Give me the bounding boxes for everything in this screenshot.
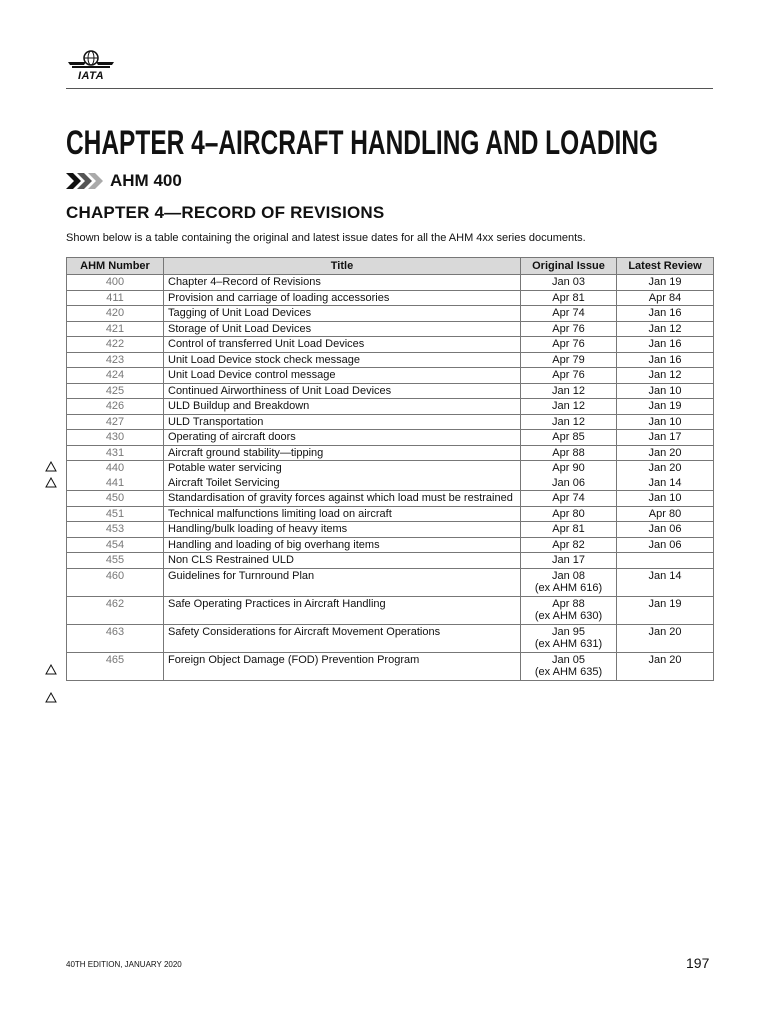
original-issue-note: (ex AHM 631): [534, 638, 603, 650]
chevron-arrows-icon: [66, 173, 104, 189]
ahm-number-cell: 420: [67, 306, 164, 322]
table-row: [67, 414, 714, 430]
table-row: [67, 306, 714, 322]
original-issue-date: Jan 12: [551, 400, 586, 412]
latest-review-cell: Jan 14: [617, 476, 714, 491]
revision-triangle-icon: [45, 664, 57, 675]
ahm-number-cell: 425: [67, 383, 164, 399]
original-issue-date: Apr 81: [552, 291, 585, 304]
original-issue-date: Jan 12: [551, 384, 586, 397]
original-issue-cell: [521, 414, 617, 430]
ahm-number-cell: 463: [67, 624, 164, 652]
original-issue-date: Apr 80: [552, 507, 585, 520]
original-issue-cell: [521, 430, 617, 446]
latest-review-cell: Jan 10: [617, 414, 714, 430]
original-issue-date: Apr 76: [552, 338, 585, 350]
original-issue-date: Apr 85: [552, 431, 585, 443]
ahm-number-cell: 421: [67, 321, 164, 337]
title-cell: Continued Airworthiness of Unit Load Devices: [164, 383, 521, 399]
title-cell: Standardisation of gravity forces against which load must be restrained: [164, 491, 521, 507]
ahm-number-cell: 440: [67, 461, 164, 476]
title-cell: Potable water servicing: [164, 461, 521, 476]
original-issue-cell: [521, 306, 617, 322]
title-cell: Handling and loading of big overhang items: [164, 537, 521, 553]
original-issue-note: (ex AHM 630): [534, 610, 603, 622]
latest-review-cell: Apr 84: [617, 290, 714, 306]
title-cell: Provision and carriage of loading accessories: [164, 290, 521, 306]
latest-review-cell: Jan 20: [617, 624, 714, 652]
table-row: [67, 553, 714, 569]
original-issue-date: Apr 74: [552, 492, 585, 504]
header-title: Title: [164, 258, 521, 275]
original-issue-date: Apr 76: [552, 369, 585, 381]
original-issue-cell: [521, 290, 617, 306]
header-original-issue: Original Issue: [521, 258, 617, 275]
title-cell: Chapter 4–Record of Revisions: [164, 275, 521, 291]
original-issue-date: Apr 81: [552, 523, 585, 535]
title-cell: Storage of Unit Load Devices: [164, 321, 521, 337]
page-number: 197: [686, 955, 710, 971]
title-cell: Guidelines for Turnround Plan: [164, 568, 521, 596]
latest-review-cell: Jan 10: [617, 383, 714, 399]
ahm-number-cell: 422: [67, 337, 164, 353]
ahm-number-cell: 411: [67, 290, 164, 306]
ahm-number-cell: 430: [67, 430, 164, 446]
original-issue-cell: [521, 522, 617, 538]
ahm-number-cell: 451: [67, 506, 164, 522]
title-cell: ULD Buildup and Breakdown: [164, 399, 521, 415]
latest-review-cell: Jan 12: [617, 321, 714, 337]
table-row: [67, 596, 714, 624]
original-issue-note: (ex AHM 616): [534, 582, 603, 594]
original-issue-cell: [521, 399, 617, 415]
original-issue-cell: [521, 491, 617, 507]
title-cell: Foreign Object Damage (FOD) Prevention Program: [164, 652, 521, 680]
ahm-number-cell: 454: [67, 537, 164, 553]
title-cell: ULD Transportation: [164, 414, 521, 430]
table-row: [67, 352, 714, 368]
latest-review-cell: Jan 20: [617, 461, 714, 476]
revision-triangle-icon: [45, 692, 57, 703]
table-row: [67, 624, 714, 652]
title-cell: Tagging of Unit Load Devices: [164, 306, 521, 322]
table-row: [67, 383, 714, 399]
original-issue-cell: [521, 368, 617, 384]
original-issue-date: Jan 05: [551, 653, 586, 666]
ahm-label: AHM 400: [110, 171, 182, 190]
ahm-number-cell: 450: [67, 491, 164, 507]
original-issue-cell: [521, 506, 617, 522]
ahm-number-cell: 462: [67, 596, 164, 624]
ahm-number-cell: 424: [67, 368, 164, 384]
footer-edition: 40TH EDITION, JANUARY 2020: [66, 960, 182, 969]
original-issue-date: Jan 08: [551, 569, 586, 582]
latest-review-cell: Jan 06: [617, 522, 714, 538]
revision-triangle-icon: [45, 477, 57, 488]
latest-review-cell: Jan 17: [617, 430, 714, 446]
original-issue-cell: [521, 652, 617, 680]
ahm-number-cell: 423: [67, 352, 164, 368]
original-issue-note: (ex AHM 635): [534, 666, 603, 678]
table-row: [67, 275, 714, 291]
table-row: [67, 337, 714, 353]
latest-review-cell: Jan 19: [617, 399, 714, 415]
table-row: [67, 430, 714, 446]
original-issue-cell: [521, 568, 617, 596]
chapter-title: CHAPTER 4–AIRCRAFT HANDLING AND LOADING: [66, 124, 659, 162]
latest-review-cell: Jan 10: [617, 491, 714, 507]
original-issue-date: Apr 82: [552, 538, 585, 551]
table-row: [67, 290, 714, 306]
revisions-table: [66, 257, 714, 681]
original-issue-date: Jan 17: [551, 554, 586, 566]
table-row: [67, 399, 714, 415]
original-issue-cell: [521, 321, 617, 337]
original-issue-date: Apr 74: [552, 307, 585, 319]
original-issue-date: Apr 79: [552, 353, 585, 366]
revision-triangle-icon: [45, 461, 57, 472]
table-row: [67, 368, 714, 384]
original-issue-cell: [521, 352, 617, 368]
title-cell: Technical malfunctions limiting load on aircraft: [164, 506, 521, 522]
title-cell: Aircraft Toilet Servicing: [164, 476, 521, 491]
original-issue-date: Jan 03: [551, 276, 586, 288]
title-cell: Handling/bulk loading of heavy items: [164, 522, 521, 538]
header-latest-review: Latest Review: [617, 258, 714, 275]
ahm-number-cell: 426: [67, 399, 164, 415]
original-issue-cell: [521, 624, 617, 652]
ahm-number-cell: 465: [67, 652, 164, 680]
latest-review-cell: Jan 16: [617, 306, 714, 322]
original-issue-cell: [521, 461, 617, 476]
original-issue-cell: [521, 596, 617, 624]
ahm-number-cell: 460: [67, 568, 164, 596]
original-issue-date: Jan 06: [551, 476, 586, 489]
original-issue-cell: [521, 553, 617, 569]
original-issue-date: Apr 90: [552, 462, 585, 474]
original-issue-cell: [521, 537, 617, 553]
latest-review-cell: Jan 20: [617, 445, 714, 461]
header-ahm-number: AHM Number: [67, 258, 164, 275]
original-issue-date: Apr 76: [552, 322, 585, 335]
table-row: [67, 522, 714, 538]
table-row: [67, 537, 714, 553]
latest-review-cell: Jan 12: [617, 368, 714, 384]
ahm-number-cell: 427: [67, 414, 164, 430]
original-issue-date: Jan 12: [551, 415, 586, 428]
table-row: [67, 476, 714, 491]
original-issue-cell: [521, 445, 617, 461]
ahm-number-cell: 441: [67, 476, 164, 491]
ahm-heading: [66, 171, 182, 191]
table-row: [67, 568, 714, 596]
latest-review-cell: Jan 14: [617, 568, 714, 596]
latest-review-cell: Jan 06: [617, 537, 714, 553]
ahm-number-cell: 453: [67, 522, 164, 538]
latest-review-cell: Jan 19: [617, 596, 714, 624]
title-cell: Operating of aircraft doors: [164, 430, 521, 446]
table-header-row: [67, 258, 714, 275]
table-row: [67, 652, 714, 680]
table-row: [67, 506, 714, 522]
title-cell: Safety Considerations for Aircraft Movement Operations: [164, 624, 521, 652]
table-row: [67, 491, 714, 507]
latest-review-cell: Jan 20: [617, 652, 714, 680]
original-issue-date: Apr 88: [552, 446, 585, 459]
section-title: CHAPTER 4—RECORD OF REVISIONS: [66, 203, 385, 222]
title-cell: Safe Operating Practices in Aircraft Handling: [164, 596, 521, 624]
original-issue-cell: [521, 476, 617, 491]
title-cell: Unit Load Device control message: [164, 368, 521, 384]
title-cell: Aircraft ground stability—tipping: [164, 445, 521, 461]
original-issue-cell: [521, 337, 617, 353]
ahm-number-cell: 455: [67, 553, 164, 569]
original-issue-date: Jan 95: [551, 625, 586, 638]
original-issue-cell: [521, 383, 617, 399]
table-row: [67, 445, 714, 461]
latest-review-cell: [617, 553, 714, 569]
original-issue-date: Apr 88: [552, 597, 585, 610]
latest-review-cell: Jan 16: [617, 337, 714, 353]
title-cell: Unit Load Device stock check message: [164, 352, 521, 368]
table-row: [67, 321, 714, 337]
ahm-number-cell: 431: [67, 445, 164, 461]
intro-text: Shown below is a table containing the original and latest issue dates for all the AHM 4xx series documents.: [66, 232, 586, 244]
latest-review-cell: Apr 80: [617, 506, 714, 522]
ahm-number-cell: 400: [67, 275, 164, 291]
latest-review-cell: Jan 16: [617, 352, 714, 368]
header-rule: [66, 88, 713, 89]
iata-logo-text: IATA: [77, 70, 105, 82]
latest-review-cell: Jan 19: [617, 275, 714, 291]
table-row: [67, 461, 714, 476]
title-cell: Non CLS Restrained ULD: [164, 553, 521, 569]
title-cell: Control of transferred Unit Load Devices: [164, 337, 521, 353]
original-issue-cell: [521, 275, 617, 291]
